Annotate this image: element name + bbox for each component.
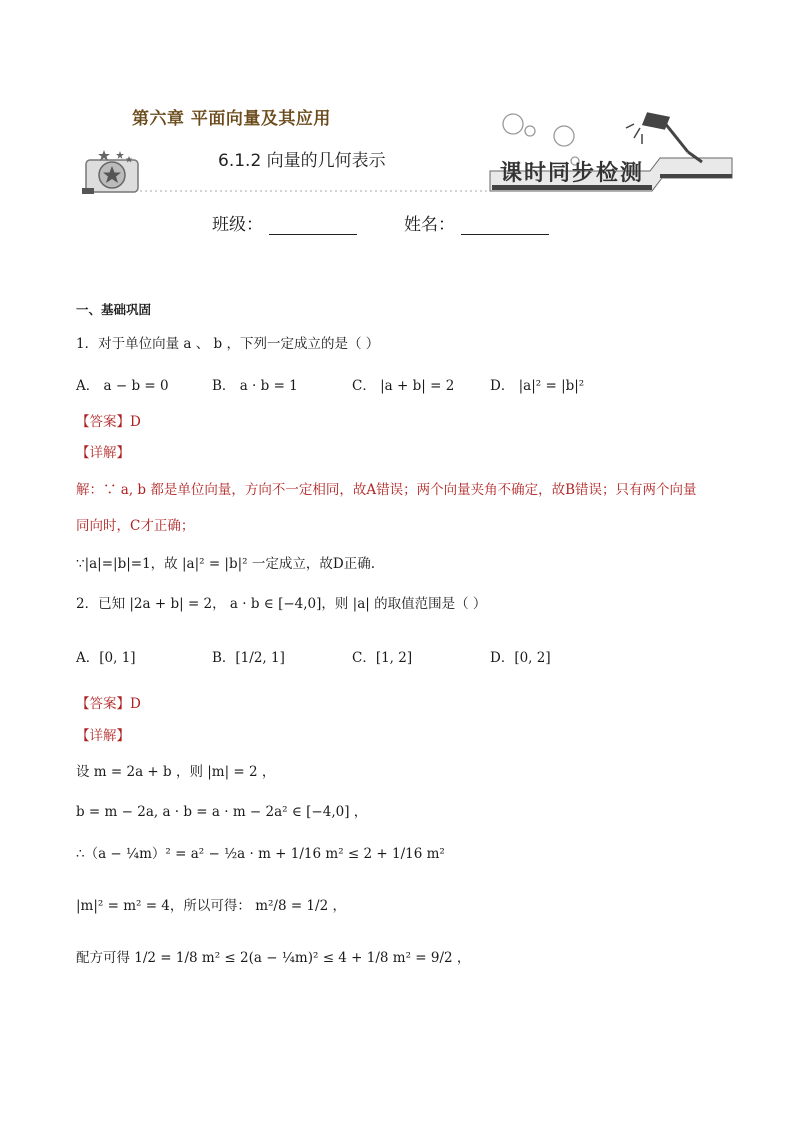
answer-tag: 【答案】	[76, 696, 130, 712]
name-blank[interactable]	[461, 217, 549, 235]
q2-option-a: A．[0, 1]	[76, 650, 136, 666]
answer-value: D	[130, 696, 141, 712]
q2-detail-tag: 【详解】	[76, 728, 130, 744]
q1-answer	[76, 414, 141, 430]
header-decoration	[0, 0, 794, 200]
class-label: 班级：	[212, 215, 263, 235]
q2-solution-line-1: 设 m = 2a + b ，则 |m| = 2 ，	[76, 764, 276, 780]
q2-option-c: C．[1, 2]	[352, 650, 413, 666]
section-heading: 一、基础巩固	[76, 302, 152, 317]
answer-value: D	[130, 414, 141, 430]
q1-solution-line-2: 同向时，C才正确；	[76, 518, 195, 534]
series-badge: 课时同步检测	[500, 161, 645, 186]
desk-lamp-icon	[626, 114, 702, 162]
q2-option-d: D．[0, 2]	[490, 650, 551, 666]
q2-solution-line-2: b = m − 2a, a · b = a · m − 2a² ∈ [−4,0] ，	[76, 804, 368, 820]
name-label: 姓名：	[404, 215, 455, 235]
q1-detail-tag: 【详解】	[76, 445, 130, 461]
name-field	[404, 210, 549, 235]
lesson-title: 6.1.2 向量的几何表示	[218, 151, 386, 171]
q2-option-b: B．[1/2, 1]	[212, 650, 285, 666]
q1-option-d: D． |a|² = |b|²	[490, 378, 585, 394]
class-blank[interactable]	[269, 217, 357, 235]
star-badge-icon	[86, 150, 138, 192]
q2-solution-line-5: 配方可得 1/2 = 1/8 m² ≤ 2(a − ¼m)² ≤ 4 + 1/8 m² = 9/2 ，	[76, 950, 471, 966]
q1-solution-line-3: ∵|a|=|b|=1，故 |a|² = |b|² 一定成立，故D正确.	[76, 556, 375, 572]
q1-stem: 1．对于单位向量 a 、 b ，下列一定成立的是（ ）	[76, 336, 380, 352]
q1-option-b: B． a · b = 1	[212, 378, 298, 394]
q1-solution-line-1: 解：∵ a, b 都是单位向量，方向不一定相同，故A错误；两个向量夹角不确定，故B错误；只有两个向量	[76, 482, 697, 498]
q2-solution-line-4: |m|² = m² = 4，所以可得： m²/8 = 1/2 ，	[76, 898, 346, 914]
class-field	[212, 210, 357, 235]
page-header	[0, 0, 794, 200]
q1-option-a: A． a − b = 0	[76, 378, 169, 394]
q2-solution-line-3: ∴（a − ¼m）² = a² − ½a · m + 1/16 m² ≤ 2 + 1/16 m²	[76, 846, 445, 862]
q2-stem: 2．已知 |2a + b| = 2， a · b ∈ [−4,0]，则 |a| 的取值范围是（ ）	[76, 596, 487, 612]
q2-answer	[76, 696, 141, 712]
answer-tag: 【答案】	[76, 414, 130, 430]
q1-option-c: C． |a + b| = 2	[352, 378, 455, 394]
chapter-title: 第六章 平面向量及其应用	[132, 109, 331, 129]
